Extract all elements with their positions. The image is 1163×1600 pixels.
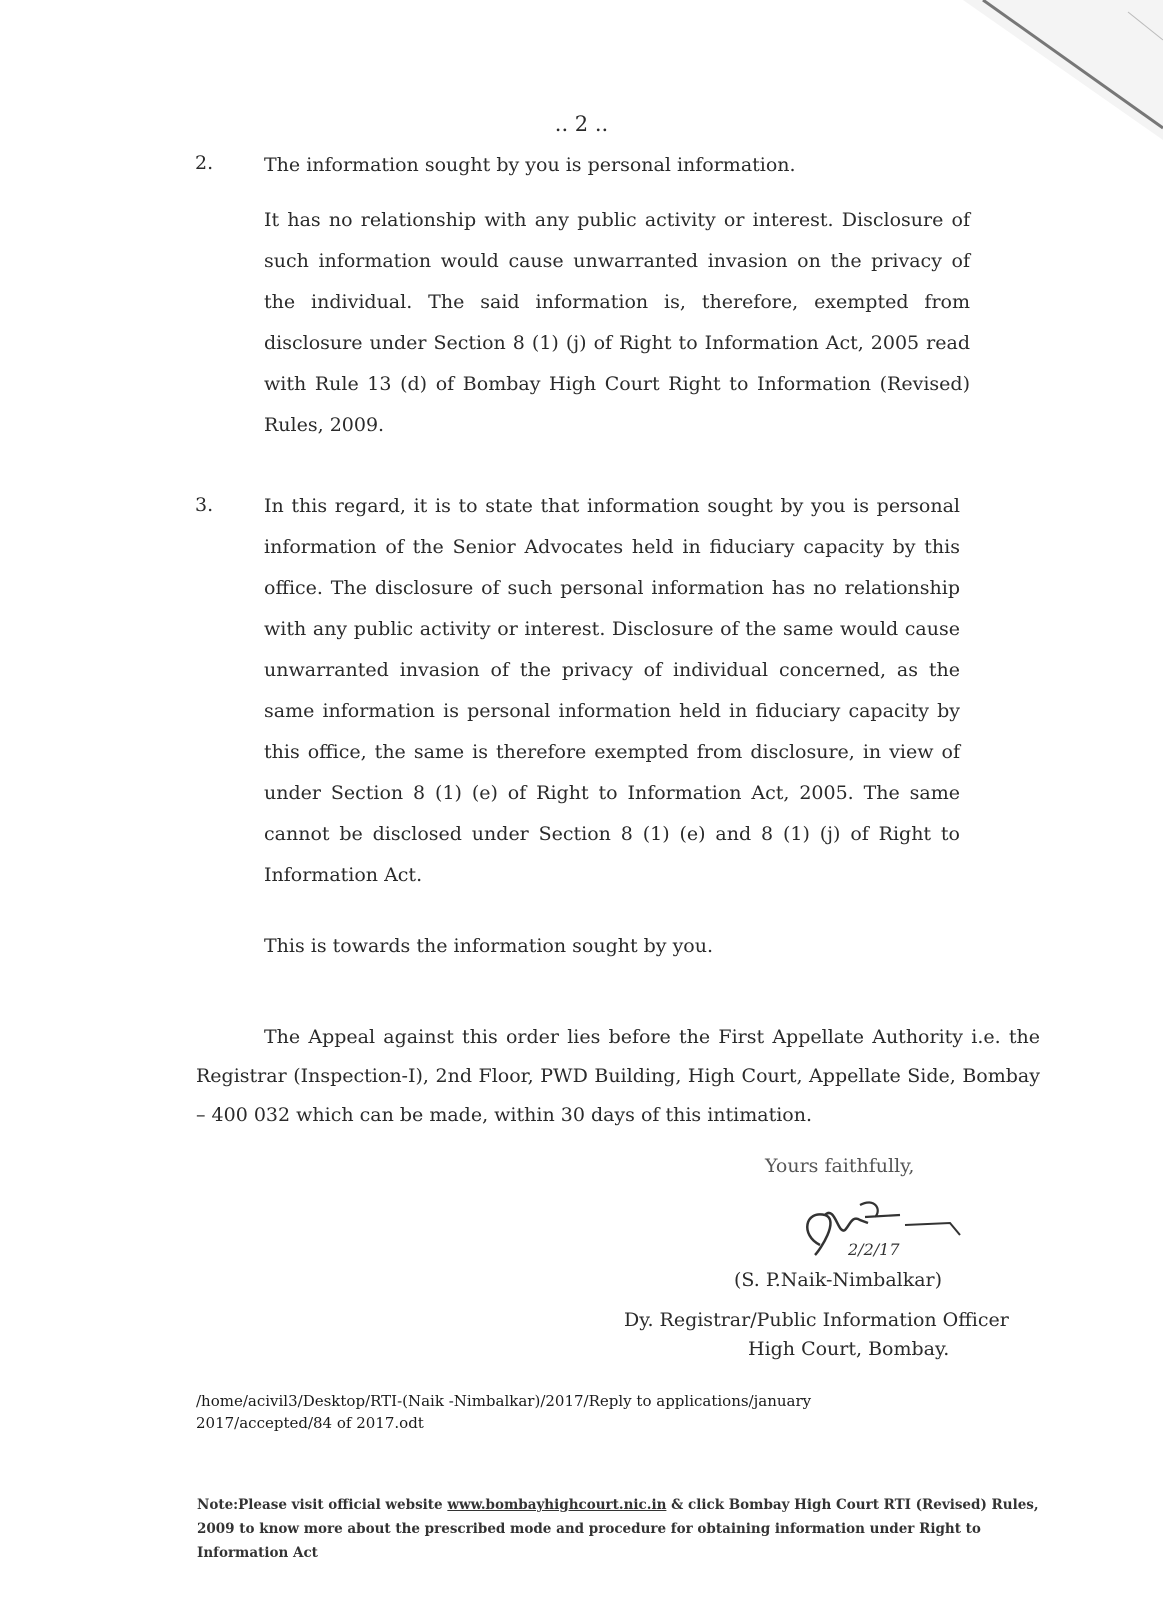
page-number: .. 2 .. [554, 112, 609, 136]
website-link[interactable]: www.bombayhighcourt.nic.in [447, 1497, 667, 1513]
signatory-name: (S. P.Naik-Nimbalkar) [734, 1269, 943, 1291]
paragraph-2-heading: The information sought by you is personal information. [264, 154, 796, 176]
note-suffix: & click Bombay High Court RTI (Revised) Rules, 2009 to know more about the prescribed mode and procedure for obtaining information under Right to Information Act [197, 1497, 1039, 1561]
paragraph-3-number: 3. [195, 494, 214, 516]
file-path: /home/acivil3/Desktop/RTI-(Naik -Nimbalkar)/2017/Reply to applications/january 2017/accepted/84 of 2017.odt [196, 1392, 812, 1432]
paragraph-2-number: 2. [195, 152, 214, 174]
signatory-designation: Dy. Registrar/Public Information Officer [624, 1309, 1009, 1331]
closing-salutation: Yours faithfully, [765, 1155, 915, 1177]
paragraph-3-body: In this regard, it is to state that information sought by you is personal information of the Senior Advocates held in fiduciary capacity by this office. The disclosure of such personal information has no relationship with any public activity or interest. Disclosure of the same would cause unwarranted invasion of the privacy of individual concerned, as the same information is personal information held in fiduciary capacity by this office, the same is therefore exempted from disclosure, in view of under Section 8 (1) (e) of Right to Information Act, 2005. The same cannot be disclosed under Section 8 (1) (e) and 8 (1) (j) of Right to Information Act. [264, 495, 960, 886]
towards-statement: This is towards the information sought by you. [264, 935, 714, 957]
signatory-office: High Court, Bombay. [748, 1338, 950, 1360]
footer-note [197, 1493, 1043, 1561]
handwritten-signature [790, 1195, 990, 1275]
appeal-paragraph: The Appeal against this order lies before the First Appellate Authority i.e. the Registrar (Inspection-I), 2nd Floor, PWD Building, High Court, Appellate Side, Bombay – 400 032 which can be made, within 30 days of this intimation. [196, 1026, 1040, 1126]
paragraph-2-body: It has no relationship with any public activity or interest. Disclosure of such information would cause unwarranted invasion on the privacy of the individual. The said information is, therefore, exempted from disclosure under Section 8 (1) (j) of Right to Information Act, 2005 read with Rule 13 (d) of Bombay High Court Right to Information (Revised) Rules, 2009. [264, 209, 970, 436]
note-prefix: Note:Please visit official website [197, 1497, 448, 1513]
handwritten-date: 2/2/17 [848, 1240, 900, 1259]
